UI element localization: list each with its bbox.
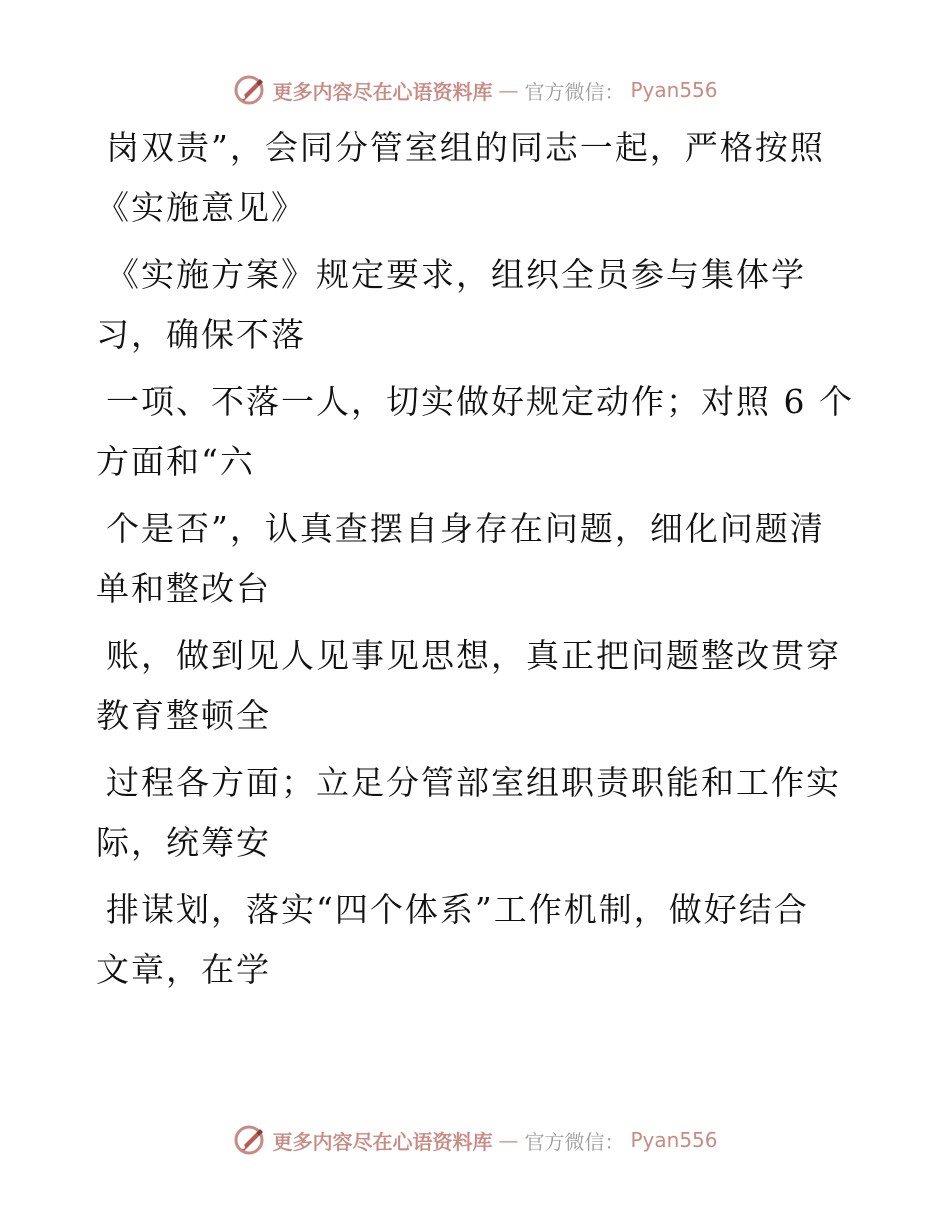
footer-brand-text: 更多内容尽在心语资料库 <box>272 1129 493 1154</box>
paragraph-2 <box>96 245 876 365</box>
text-line: 方面和“六 <box>96 442 255 481</box>
text-line: 际，统筹安 <box>96 823 271 862</box>
text-line: 习，确保不落 <box>96 315 306 354</box>
text-line: 《实施方案》规定要求，组织全员参与集体学 <box>106 255 806 294</box>
text-line: 排谋划，落实“四个体系”工作机制，做好结合 <box>106 890 809 929</box>
text-line: 单和整改台 <box>96 569 271 608</box>
pen-logo-icon <box>232 73 266 107</box>
pen-logo-icon <box>232 1123 266 1157</box>
text-line: 教育整顿全 <box>96 696 271 735</box>
document-body <box>96 118 876 1007</box>
footer-wechat-id: Pyan556 <box>630 1128 718 1152</box>
header-banner <box>0 70 950 110</box>
paragraph-6 <box>96 753 876 873</box>
paragraph-4 <box>96 499 876 619</box>
paragraph-5 <box>96 626 876 746</box>
text-line: 岗双责”，会同分管室组的同志一起，严格按照 <box>106 128 825 167</box>
footer-dash: — <box>498 1128 519 1152</box>
header-dash: — <box>498 78 519 102</box>
footer-banner <box>0 1120 950 1160</box>
header-brand-text: 更多内容尽在心语资料库 <box>272 79 493 104</box>
header-subtitle: 官方微信： <box>524 79 625 104</box>
text-line: 文章，在学 <box>96 950 271 989</box>
footer-subtitle: 官方微信： <box>524 1129 625 1154</box>
header-banner-inner <box>232 73 717 107</box>
paragraph-1 <box>96 118 876 238</box>
paragraph-7 <box>96 880 876 1000</box>
text-line: 账，做到见人见事见思想，真正把问题整改贯穿 <box>106 636 841 675</box>
header-wechat-id: Pyan556 <box>630 78 718 102</box>
text-line: 过程各方面；立足分管部室组职责职能和工作实 <box>106 763 841 802</box>
paragraph-3 <box>96 372 876 492</box>
text-line: 一项、不落一人，切实做好规定动作；对照 6 个 <box>106 382 854 421</box>
text-line: 个是否”，认真查摆自身存在问题，细化问题清 <box>106 509 825 548</box>
footer-banner-inner <box>232 1123 717 1157</box>
text-line: 《实施意见》 <box>96 188 306 227</box>
